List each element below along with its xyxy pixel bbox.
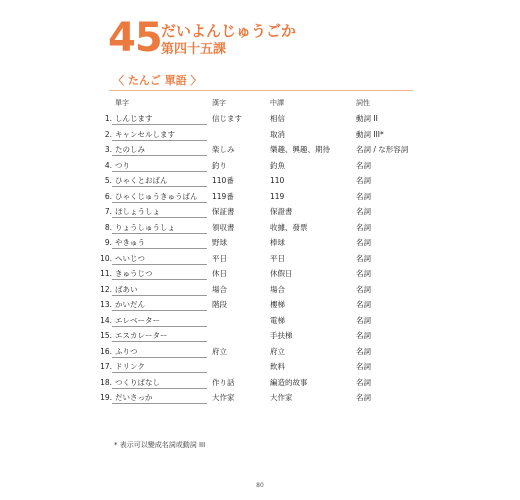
page-number: 80 bbox=[256, 482, 264, 489]
lesson-number: 45 bbox=[108, 15, 162, 61]
row-number: 19. bbox=[100, 393, 112, 402]
row-kanji: 休日 bbox=[212, 269, 227, 278]
row-pos: 名詞 bbox=[356, 176, 371, 185]
row-chinese: 電梯 bbox=[270, 315, 285, 325]
row-underline bbox=[112, 186, 207, 187]
row-chinese: 平日 bbox=[270, 253, 285, 263]
row-pos: 名詞 bbox=[356, 191, 371, 201]
row-chinese: 樓梯 bbox=[270, 300, 285, 309]
row-number: 11. bbox=[100, 269, 112, 278]
row-word: ひゃくじゅうきゅうばん bbox=[115, 191, 198, 201]
row-number: 13. bbox=[100, 300, 112, 309]
row-underline bbox=[112, 233, 207, 234]
row-underline bbox=[112, 279, 207, 280]
row-number: 16. bbox=[100, 346, 112, 356]
row-word: へいじつ bbox=[115, 253, 145, 263]
row-word: りょうしゅうしょ bbox=[115, 222, 175, 232]
row-chinese: 保證書 bbox=[270, 207, 293, 216]
table-row bbox=[0, 189, 520, 205]
row-number: 17. bbox=[100, 362, 112, 371]
row-number: 2. bbox=[104, 129, 112, 139]
row-pos: 名詞 bbox=[356, 362, 371, 371]
row-word: ドリンク bbox=[115, 362, 145, 371]
row-kanji: 場合 bbox=[212, 284, 227, 294]
row-underline bbox=[112, 341, 207, 342]
column-header-pos: 詞性 bbox=[356, 99, 370, 107]
row-underline bbox=[112, 202, 207, 203]
row-number: 9. bbox=[104, 238, 112, 247]
row-pos: 動詞 III* bbox=[356, 129, 384, 139]
row-chinese: 取消 bbox=[270, 129, 285, 139]
row-pos: 名詞 bbox=[356, 315, 371, 325]
row-underline bbox=[112, 140, 207, 141]
table-row bbox=[0, 390, 520, 406]
row-word: きゅうじつ bbox=[115, 269, 153, 278]
row-number: 14. bbox=[100, 315, 112, 325]
row-word: つり bbox=[115, 160, 130, 170]
row-pos: 名詞 bbox=[356, 331, 371, 340]
row-chinese: 119 bbox=[270, 191, 285, 201]
section-divider bbox=[109, 90, 413, 91]
row-kanji: 信じます bbox=[212, 114, 242, 123]
row-underline bbox=[112, 357, 207, 358]
row-kanji: 作り話 bbox=[212, 377, 235, 387]
row-word: つくりばなし bbox=[115, 377, 160, 387]
row-pos: 名詞 bbox=[356, 238, 371, 247]
table-row bbox=[0, 282, 520, 298]
row-underline bbox=[112, 403, 207, 404]
row-word: ひゃくとおばん bbox=[115, 176, 168, 185]
vocabulary-table bbox=[0, 111, 520, 406]
row-pos: 動詞 II bbox=[356, 114, 378, 123]
row-kanji: 大作家 bbox=[212, 393, 235, 402]
row-chinese: 大作家 bbox=[270, 393, 293, 402]
row-chinese: 相信 bbox=[270, 114, 285, 123]
row-number: 6. bbox=[104, 191, 112, 201]
row-word: やきゅう bbox=[115, 238, 145, 247]
row-pos: 名詞 bbox=[356, 300, 371, 309]
row-chinese: 休假日 bbox=[270, 269, 293, 278]
row-underline bbox=[112, 217, 207, 218]
row-number: 18. bbox=[100, 377, 112, 387]
lesson-reading: だいよんじゅうごか bbox=[161, 22, 297, 40]
row-kanji: 釣り bbox=[212, 160, 227, 170]
column-header-chinese: 中譯 bbox=[270, 99, 284, 107]
row-kanji: 平日 bbox=[212, 253, 227, 263]
row-chinese: 110 bbox=[270, 176, 285, 185]
row-pos: 名詞 bbox=[356, 269, 371, 278]
row-kanji: 領収書 bbox=[212, 222, 235, 232]
row-chinese: 收據、發票 bbox=[270, 222, 308, 232]
row-underline bbox=[112, 124, 207, 125]
row-number: 1. bbox=[104, 114, 112, 123]
row-underline bbox=[112, 388, 207, 389]
row-underline bbox=[112, 295, 207, 296]
row-kanji: 110番 bbox=[212, 176, 234, 185]
row-word: エレベーター bbox=[115, 315, 160, 325]
table-row bbox=[0, 111, 520, 127]
row-kanji: 保証書 bbox=[212, 207, 235, 216]
row-chinese: 飲料 bbox=[270, 362, 285, 371]
row-underline bbox=[112, 155, 207, 156]
row-word: だいさっか bbox=[115, 393, 153, 402]
row-pos: 名詞 bbox=[356, 284, 371, 294]
row-chinese: 編造的故事 bbox=[270, 377, 308, 387]
table-row bbox=[0, 344, 520, 360]
row-number: 5. bbox=[104, 176, 112, 185]
table-row bbox=[0, 359, 520, 375]
table-row bbox=[0, 313, 520, 329]
table-row bbox=[0, 328, 520, 344]
row-pos: 名詞 bbox=[356, 222, 371, 232]
row-word: ふりつ bbox=[115, 346, 138, 356]
table-row bbox=[0, 158, 520, 174]
row-pos: 名詞 bbox=[356, 253, 371, 263]
row-pos: 名詞 bbox=[356, 160, 371, 170]
row-chinese: 府立 bbox=[270, 346, 285, 356]
row-chinese: 手扶梯 bbox=[270, 331, 293, 340]
row-kanji: 府立 bbox=[212, 346, 227, 356]
row-underline bbox=[112, 264, 207, 265]
row-word: エスカレーター bbox=[115, 331, 168, 340]
row-word: たのしみ bbox=[115, 145, 145, 154]
column-header-word: 單字 bbox=[115, 99, 129, 107]
table-row bbox=[0, 266, 520, 282]
row-underline bbox=[112, 310, 207, 311]
row-pos: 名詞 / な形容詞 bbox=[356, 145, 409, 154]
row-underline bbox=[112, 372, 207, 373]
table-row bbox=[0, 251, 520, 267]
table-row bbox=[0, 235, 520, 251]
row-underline bbox=[112, 326, 207, 327]
row-kanji: 野球 bbox=[212, 238, 227, 247]
table-row bbox=[0, 127, 520, 143]
footnote: * 表示可以變成名詞或動詞 III bbox=[114, 441, 206, 449]
row-number: 3. bbox=[104, 145, 112, 154]
row-number: 4. bbox=[104, 160, 112, 170]
row-pos: 名詞 bbox=[356, 377, 371, 387]
row-number: 10. bbox=[100, 253, 112, 263]
row-number: 15. bbox=[100, 331, 112, 340]
column-header-kanji: 漢字 bbox=[212, 99, 226, 107]
row-word: ほしょうしょ bbox=[115, 207, 160, 216]
row-chinese: 釣魚 bbox=[270, 160, 285, 170]
row-chinese: 場合 bbox=[270, 284, 285, 294]
row-chinese: 樂趣、興趣、期待 bbox=[270, 145, 330, 154]
table-row bbox=[0, 142, 520, 158]
row-word: しんじます bbox=[115, 114, 153, 123]
row-underline bbox=[112, 248, 207, 249]
section-title: 〈 たんご 單語 〉 bbox=[113, 74, 202, 87]
lesson-kanji-title: 第四十五課 bbox=[161, 42, 227, 57]
row-kanji: 楽しみ bbox=[212, 145, 235, 154]
row-word: かいだん bbox=[115, 300, 145, 309]
table-row bbox=[0, 220, 520, 236]
row-pos: 名詞 bbox=[356, 207, 371, 216]
row-word: キャンセルします bbox=[115, 129, 175, 139]
row-number: 8. bbox=[104, 222, 112, 232]
row-underline bbox=[112, 171, 207, 172]
row-chinese: 棒球 bbox=[270, 238, 285, 247]
row-number: 12. bbox=[100, 284, 112, 294]
table-row bbox=[0, 375, 520, 391]
row-pos: 名詞 bbox=[356, 346, 371, 356]
table-row bbox=[0, 297, 520, 313]
table-row bbox=[0, 173, 520, 189]
row-kanji: 階段 bbox=[212, 300, 227, 309]
row-pos: 名詞 bbox=[356, 393, 371, 402]
row-kanji: 119番 bbox=[212, 191, 234, 201]
table-row bbox=[0, 204, 520, 220]
row-number: 7. bbox=[104, 207, 112, 216]
row-word: ばあい bbox=[115, 284, 138, 294]
